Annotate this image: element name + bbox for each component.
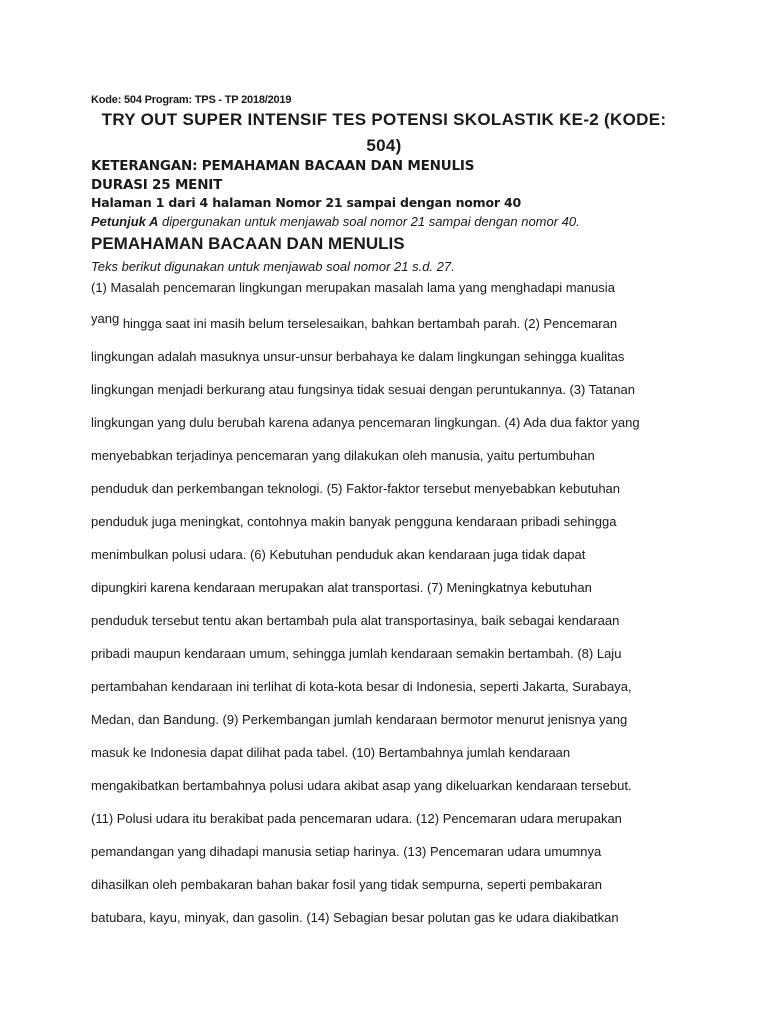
exam-title-line-1: TRY OUT SUPER INTENSIF TES POTENSI SKOLASTIK KE-2 (KODE: bbox=[101, 110, 667, 129]
passage-line: penduduk dan perkembangan teknologi. (5) Faktor-faktor tersebut menyebabkan kebutuhan bbox=[91, 481, 621, 496]
petunjuk-line bbox=[91, 214, 580, 229]
passage-line: pribadi maupun kendaraan umum, sehingga jumlah kendaraan semakin bertambah. (8) Laju bbox=[91, 646, 622, 661]
passage-line: menimbulkan polusi udara. (6) Kebutuhan penduduk akan kendaraan juga tidak dapat bbox=[91, 547, 586, 562]
exam-code-line: Kode: 504 Program: TPS - TP 2018/2019 bbox=[91, 94, 292, 106]
passage-line: masuk ke Indonesia dapat dilihat pada tabel. (10) Bertambahnya jumlah kendaraan bbox=[91, 745, 571, 760]
passage-line: dipungkiri karena kendaraan merupakan alat transportasi. (7) Meningkatnya kebutuhan bbox=[91, 580, 592, 595]
passage-line: lingkungan adalah masuknya unsur-unsur berbahaya ke dalam lingkungan sehingga kualitas bbox=[91, 349, 625, 364]
passage-line: penduduk tersebut tentu akan bertambah pula alat transportasinya, baik sebagai kendaraan bbox=[91, 613, 620, 628]
passage-line: batubara, kayu, minyak, dan gasolin. (14) Sebagian besar polutan gas ke udara diakibatkan bbox=[91, 910, 619, 925]
passage-line: pemandangan yang dihadapi manusia setiap harinya. (13) Pencemaran udara umumnya bbox=[91, 844, 602, 859]
petunjuk-text: dipergunakan untuk menjawab soal nomor 21 sampai dengan nomor 40. bbox=[158, 214, 580, 229]
passage-line: dihasilkan oleh pembakaran bahan bakar fosil yang tidak sempurna, seperti pembakaran bbox=[91, 877, 602, 892]
passage-line: lingkungan yang dulu berubah karena adanya pencemaran lingkungan. (4) Ada dua faktor yang bbox=[91, 415, 640, 430]
passage-line: (11) Polusi udara itu berakibat pada pencemaran udara. (12) Pencemaran udara merupakan bbox=[91, 811, 622, 826]
passage-line: (1) Masalah pencemaran lingkungan merupakan masalah lama yang menghadapi manusia bbox=[91, 280, 615, 295]
petunjuk-label: Petunjuk A bbox=[91, 214, 159, 229]
passage-line: pertambahan kendaraan ini terlihat di kota-kota besar di Indonesia, seperti Jakarta, Surabaya, bbox=[91, 679, 632, 694]
section-title: PEMAHAMAN BACAAN DAN MENULIS bbox=[91, 234, 405, 253]
passage-line: penduduk juga meningkat, contohnya makin banyak pengguna kendaraan pribadi sehingga bbox=[91, 514, 617, 529]
exam-title-line-2: 504) bbox=[366, 136, 402, 155]
durasi-line: DURASI 25 MENIT bbox=[91, 177, 223, 193]
passage-line-text: hingga saat ini masih belum terselesaikan, bahkan bertambah parah. (2) Pencemaran bbox=[119, 316, 618, 331]
passage-line: Medan, dan Bandung. (9) Perkembangan jumlah kendaraan bermotor menurut jenisnya yang bbox=[91, 712, 628, 727]
passage-line: mengakibatkan bertambahnya polusi udara akibat asap yang dikeluarkan kendaraan tersebut. bbox=[91, 778, 632, 793]
passage-line: lingkungan menjadi berkurang atau fungsinya tidak sesuai dengan peruntukannya. (3) Tatanan bbox=[91, 382, 635, 397]
passage-line bbox=[91, 311, 691, 331]
section-intro: Teks berikut digunakan untuk menjawab soal nomor 21 s.d. 27. bbox=[91, 259, 455, 274]
halaman-line: Halaman 1 dari 4 halaman Nomor 21 sampai dengan nomor 40 bbox=[91, 195, 521, 210]
keterangan-line: KETERANGAN: PEMAHAMAN BACAAN DAN MENULIS bbox=[91, 158, 475, 174]
passage-line: menyebabkan terjadinya pencemaran yang dilakukan oleh manusia, yaitu pertumbuhan bbox=[91, 448, 595, 463]
passage-word: yang bbox=[91, 311, 120, 326]
